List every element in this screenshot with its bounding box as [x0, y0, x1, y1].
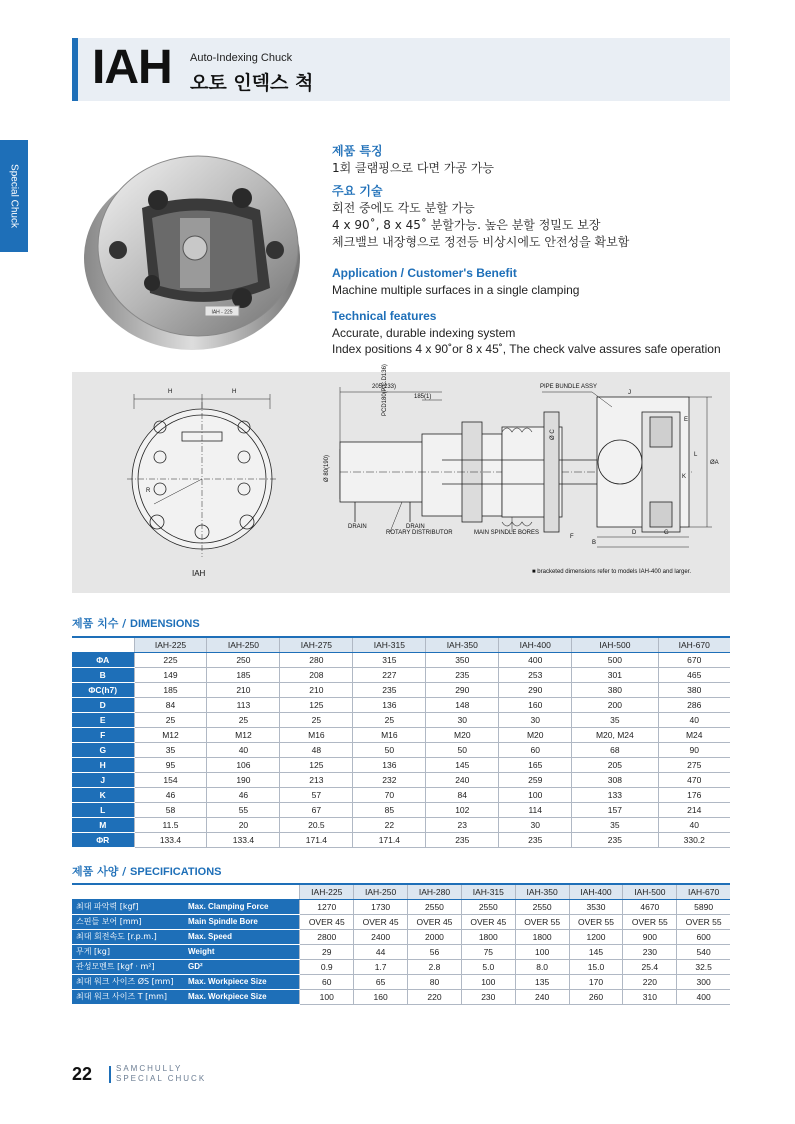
table-cell: 380 [658, 682, 730, 697]
table-row [72, 667, 730, 682]
benefit-text-en: Machine multiple surfaces in a single clamping [332, 283, 580, 297]
table-cell: 136 [353, 757, 426, 772]
table-cell: 235 [426, 832, 499, 847]
label-main-spindle-bores: MAIN SPINDLE BORES [474, 530, 540, 536]
table-cell: OVER 45 [300, 914, 354, 929]
table-cell: 57 [280, 787, 353, 802]
table-cell: 220 [408, 989, 462, 1004]
table-cell: 300 [677, 974, 730, 989]
table-cell: 1800 [461, 929, 515, 944]
table-row [72, 697, 730, 712]
spec-label-en: Main Spindle Bore [184, 914, 300, 929]
table-cell: 170 [569, 974, 623, 989]
table-cell: 46 [134, 787, 207, 802]
table-cell: 0.9 [300, 959, 354, 974]
column-header: IAH-670 [658, 637, 730, 652]
column-header: IAH-315 [461, 884, 515, 899]
footer-divider [109, 1066, 111, 1083]
table-cell: 15.0 [569, 959, 623, 974]
dimensions-title-ko: 제품 치수 / [72, 617, 131, 630]
footer-brand [116, 1064, 206, 1084]
spec-label-ko: 최대 워크 사이즈 ØS [mm] [72, 974, 184, 989]
column-header: IAH-400 [569, 884, 623, 899]
table-cell: 160 [499, 697, 572, 712]
dim-label-r: R [146, 488, 151, 494]
table-cell: 200 [572, 697, 658, 712]
spec-label-en: Max. Workpiece Size [184, 974, 300, 989]
table-cell: 75 [461, 944, 515, 959]
header-accent-bar [72, 38, 78, 101]
column-header: IAH-275 [280, 637, 353, 652]
feature-text-ko: 1회 클램핑으로 다면 가공 가능 [332, 161, 494, 175]
column-header: IAH-225 [300, 884, 354, 899]
row-header: L [72, 802, 134, 817]
table-cell: M12 [207, 727, 280, 742]
spec-label-ko: 최대 파악력 [kgf] [72, 899, 184, 914]
tech-line-en: Accurate, durable indexing system [332, 326, 516, 340]
table-cell: M16 [280, 727, 353, 742]
table-cell: 154 [134, 772, 207, 787]
table-cell: 208 [280, 667, 353, 682]
table-cell: 350 [426, 652, 499, 667]
table-cell: 540 [677, 944, 730, 959]
side-tab-special-chuck[interactable] [0, 140, 28, 252]
dim-label-e: E [684, 417, 689, 423]
table-cell: M20 [499, 727, 572, 742]
tech-line-en: Index positions 4 x 90˚or 8 x 45˚, The check valve assures safe operation [332, 342, 721, 356]
table-cell: 56 [408, 944, 462, 959]
table-cell: 275 [658, 757, 730, 772]
table-cell: 90 [658, 742, 730, 757]
specifications-header-row [72, 884, 730, 899]
table-cell: 1800 [515, 929, 569, 944]
table-cell: 149 [134, 667, 207, 682]
column-header: IAH-250 [354, 884, 408, 899]
row-header: H [72, 757, 134, 772]
table-cell: 465 [658, 667, 730, 682]
label-pipe-bundle: PIPE BUNDLE ASSY [540, 384, 598, 390]
table-cell: 114 [499, 802, 572, 817]
dim-label-c: Ø C [550, 429, 556, 440]
table-cell: 100 [515, 944, 569, 959]
table-cell: 900 [623, 929, 677, 944]
table-cell: 60 [499, 742, 572, 757]
dim-label-j: J [628, 390, 631, 396]
table-cell: 106 [207, 757, 280, 772]
table-cell: 133.4 [207, 832, 280, 847]
dim-label-pcd: PCD180(P.C.D136) [382, 364, 388, 416]
table-row [72, 727, 730, 742]
table-cell: 30 [499, 712, 572, 727]
table-cell: OVER 55 [623, 914, 677, 929]
feature-heading-ko: 제품 특징 [332, 144, 383, 158]
table-cell: 5.0 [461, 959, 515, 974]
table-cell: 35 [572, 817, 658, 832]
table-cell: OVER 55 [569, 914, 623, 929]
column-header: IAH-670 [677, 884, 730, 899]
table-cell: 2800 [300, 929, 354, 944]
table-cell: 259 [499, 772, 572, 787]
table-cell: 2.8 [408, 959, 462, 974]
row-header: ΦR [72, 832, 134, 847]
table-row [72, 682, 730, 697]
table-cell: 30 [426, 712, 499, 727]
table-cell: 225 [134, 652, 207, 667]
table-cell: 214 [658, 802, 730, 817]
table-cell: 176 [658, 787, 730, 802]
row-header: B [72, 667, 134, 682]
table-cell: 171.4 [280, 832, 353, 847]
table-cell: 65 [354, 974, 408, 989]
column-header: IAH-500 [623, 884, 677, 899]
side-tab-label: Special Chuck [8, 164, 20, 228]
table-cell: 301 [572, 667, 658, 682]
dim-label-b: B [592, 540, 597, 546]
row-header: K [72, 787, 134, 802]
table-cell: 315 [353, 652, 426, 667]
table-cell: 50 [353, 742, 426, 757]
brand-line1: SAMCHULLY [116, 1064, 183, 1073]
table-cell: 25.4 [623, 959, 677, 974]
tech-line-ko: 회전 중에도 각도 분할 가능 [332, 201, 475, 215]
row-header: ΦA [72, 652, 134, 667]
row-header: D [72, 697, 134, 712]
table-cell: 400 [499, 652, 572, 667]
table-row [72, 772, 730, 787]
spec-label-en: Max. Speed [184, 929, 300, 944]
table-cell: 102 [426, 802, 499, 817]
table-cell: 60 [300, 974, 354, 989]
table-cell: 290 [426, 682, 499, 697]
column-header: IAH-350 [515, 884, 569, 899]
table-cell: 32.5 [677, 959, 730, 974]
table-cell: 1.7 [354, 959, 408, 974]
table-cell: M12 [134, 727, 207, 742]
column-header: IAH-315 [353, 637, 426, 652]
table-cell: OVER 45 [408, 914, 462, 929]
spec-label-ko: 스핀들 보어 [mm] [72, 914, 184, 929]
table-cell: 230 [461, 989, 515, 1004]
column-header: IAH-280 [408, 884, 462, 899]
spec-label-ko: 무게 [kg] [72, 944, 184, 959]
table-cell: 330.2 [658, 832, 730, 847]
table-cell: 25 [280, 712, 353, 727]
table-cell: 100 [300, 989, 354, 1004]
dim-label-205: 205(233) [372, 384, 397, 390]
table-cell: 3530 [569, 899, 623, 914]
dimensions-header-row [72, 637, 730, 652]
table-cell: M24 [658, 727, 730, 742]
table-cell: 85 [353, 802, 426, 817]
table-cell: 133.4 [134, 832, 207, 847]
specifications-title-ko: 제품 사양 / [72, 865, 131, 878]
table-cell: 310 [623, 989, 677, 1004]
table-cell: 148 [426, 697, 499, 712]
table-cell: 40 [207, 742, 280, 757]
label-rotary-distributor: ROTARY DISTRIBUTOR [386, 530, 453, 536]
dimensions-title-en: DIMENSIONS [130, 618, 200, 630]
table-row [72, 944, 730, 959]
spec-label-ko: 최대 워크 사이즈 T [mm] [72, 989, 184, 1004]
table-cell: 95 [134, 757, 207, 772]
table-cell: 260 [569, 989, 623, 1004]
table-cell: 20.5 [280, 817, 353, 832]
label-drain: DRAIN [348, 524, 367, 530]
table-cell: 22 [353, 817, 426, 832]
table-cell: 165 [499, 757, 572, 772]
column-header: IAH-400 [499, 637, 572, 652]
table-cell: 5890 [677, 899, 730, 914]
table-cell: 35 [572, 712, 658, 727]
table-cell: 2550 [461, 899, 515, 914]
dim-label-h: H [168, 389, 173, 395]
table-cell: OVER 55 [677, 914, 730, 929]
spec-label-en: Max. Clamping Force [184, 899, 300, 914]
table-cell: 253 [499, 667, 572, 682]
table-cell: OVER 55 [515, 914, 569, 929]
table-row [72, 742, 730, 757]
table-cell: OVER 45 [461, 914, 515, 929]
table-cell: 68 [572, 742, 658, 757]
column-header: IAH-500 [572, 637, 658, 652]
table-row [72, 974, 730, 989]
drawing-caption: IAH [192, 569, 206, 578]
table-cell: 1270 [300, 899, 354, 914]
table-cell: 220 [623, 974, 677, 989]
row-header: E [72, 712, 134, 727]
table-cell: 500 [572, 652, 658, 667]
table-cell: 286 [658, 697, 730, 712]
column-header: IAH-225 [134, 637, 207, 652]
specifications-title-en: SPECIFICATIONS [130, 866, 222, 878]
table-cell: 145 [426, 757, 499, 772]
table-cell: 50 [426, 742, 499, 757]
table-cell: 11.5 [134, 817, 207, 832]
table-cell: 280 [280, 652, 353, 667]
table-cell: 35 [134, 742, 207, 757]
table-cell: 185 [134, 682, 207, 697]
chuck-photo [80, 138, 305, 353]
table-cell: 136 [353, 697, 426, 712]
specifications-table [72, 883, 730, 1005]
table-row [72, 712, 730, 727]
dim-label-d: D [632, 530, 637, 536]
row-header: M [72, 817, 134, 832]
table-corner [72, 884, 300, 899]
product-code: IAH [92, 41, 172, 94]
table-cell: 40 [658, 817, 730, 832]
chuck-nameplate: IAH - 225 [211, 309, 233, 316]
table-row [72, 989, 730, 1004]
column-header: IAH-350 [426, 637, 499, 652]
table-cell: 58 [134, 802, 207, 817]
table-cell: 235 [353, 682, 426, 697]
page-number: 22 [72, 1064, 93, 1084]
table-cell: 55 [207, 802, 280, 817]
spec-label-en: GD² [184, 959, 300, 974]
table-row [72, 787, 730, 802]
table-cell: 232 [353, 772, 426, 787]
drawing-note: ■ bracketed dimensions refer to models IAH-400 and larger. [532, 569, 692, 575]
table-cell: 100 [461, 974, 515, 989]
table-cell: 135 [515, 974, 569, 989]
column-header: IAH-250 [207, 637, 280, 652]
product-title-en: Auto-Indexing Chuck [190, 52, 293, 64]
technical-drawing [72, 364, 730, 593]
table-cell: 227 [353, 667, 426, 682]
tech-line-ko: 4 x 90˚, 8 x 45˚ 분할가능. 높은 분할 정밀도 보장 [332, 218, 601, 232]
table-cell: 145 [569, 944, 623, 959]
table-cell: 40 [658, 712, 730, 727]
row-header: ΦC(h7) [72, 682, 134, 697]
specifications-title [72, 863, 222, 879]
page-header [72, 38, 730, 101]
table-cell: 157 [572, 802, 658, 817]
dimensions-title [72, 615, 200, 631]
dim-label-f: F [570, 534, 574, 540]
table-row [72, 757, 730, 772]
dim-label-l: L [694, 452, 698, 458]
table-cell: 125 [280, 697, 353, 712]
spec-label-en: Weight [184, 944, 300, 959]
table-row [72, 817, 730, 832]
table-cell: 113 [207, 697, 280, 712]
dim-label-g: G [664, 530, 669, 536]
table-row [72, 899, 730, 914]
row-header: F [72, 727, 134, 742]
table-cell: 240 [515, 989, 569, 1004]
table-cell: 46 [207, 787, 280, 802]
table-cell: 210 [207, 682, 280, 697]
table-cell: 133 [572, 787, 658, 802]
benefit-heading-en: Application / Customer's Benefit [332, 266, 517, 280]
table-cell: 2400 [354, 929, 408, 944]
table-cell: 30 [499, 817, 572, 832]
table-cell: 100 [499, 787, 572, 802]
table-cell: 25 [207, 712, 280, 727]
table-cell: 8.0 [515, 959, 569, 974]
table-cell: 1730 [354, 899, 408, 914]
table-row [72, 832, 730, 847]
spec-label-ko: 관성모멘트 [kgf · m²] [72, 959, 184, 974]
table-cell: 84 [426, 787, 499, 802]
table-cell: 80 [408, 974, 462, 989]
table-cell: 1200 [569, 929, 623, 944]
table-cell: 4670 [623, 899, 677, 914]
chuck-photo-icon [80, 138, 305, 353]
table-cell: 23 [426, 817, 499, 832]
tech-line-ko: 체크밸브 내장형으로 정전등 비상시에도 안전성을 확보함 [332, 235, 630, 249]
table-cell: 25 [134, 712, 207, 727]
label-drain: DRAIN [406, 524, 425, 530]
table-corner [72, 637, 134, 652]
table-cell: 205 [572, 757, 658, 772]
table-cell: 125 [280, 757, 353, 772]
table-cell: 380 [572, 682, 658, 697]
table-cell: 213 [280, 772, 353, 787]
table-cell: 190 [207, 772, 280, 787]
table-cell: 240 [426, 772, 499, 787]
dim-label-k: K [682, 474, 687, 480]
row-header: J [72, 772, 134, 787]
table-cell: 470 [658, 772, 730, 787]
table-cell: M20 [426, 727, 499, 742]
table-row [72, 929, 730, 944]
table-cell: 235 [426, 667, 499, 682]
table-cell: 400 [677, 989, 730, 1004]
table-row [72, 914, 730, 929]
product-title-ko: 오토 인덱스 척 [190, 72, 314, 94]
dim-label-185: 185(1) [414, 394, 432, 400]
table-cell: 44 [354, 944, 408, 959]
table-cell: 290 [499, 682, 572, 697]
dim-label-80: Ø 80(190) [324, 454, 330, 482]
table-cell: 25 [353, 712, 426, 727]
row-header: G [72, 742, 134, 757]
table-cell: 230 [623, 944, 677, 959]
table-cell: 2550 [515, 899, 569, 914]
table-cell: 210 [280, 682, 353, 697]
table-cell: 600 [677, 929, 730, 944]
table-cell: 160 [354, 989, 408, 1004]
table-cell: M20, M24 [572, 727, 658, 742]
table-cell: 48 [280, 742, 353, 757]
table-row [72, 652, 730, 667]
dimensions-table [72, 636, 730, 848]
table-cell: 20 [207, 817, 280, 832]
brand-line2: SPECIAL CHUCK [116, 1074, 207, 1083]
table-row [72, 959, 730, 974]
table-cell: 185 [207, 667, 280, 682]
table-cell: 308 [572, 772, 658, 787]
table-cell: 670 [658, 652, 730, 667]
feature-block [332, 143, 732, 357]
tech-heading-en: Technical features [332, 309, 437, 323]
table-row [72, 802, 730, 817]
table-cell: 70 [353, 787, 426, 802]
table-cell: OVER 45 [354, 914, 408, 929]
spec-label-ko: 최대 회전속도 [r.p.m.] [72, 929, 184, 944]
table-cell: M16 [353, 727, 426, 742]
dim-label-h: H [232, 389, 237, 395]
table-cell: 171.4 [353, 832, 426, 847]
table-cell: 2000 [408, 929, 462, 944]
table-cell: 29 [300, 944, 354, 959]
table-cell: 250 [207, 652, 280, 667]
table-cell: 67 [280, 802, 353, 817]
spec-label-en: Max. Workpiece Size [184, 989, 300, 1004]
tech-heading-ko: 주요 기술 [332, 184, 383, 198]
table-cell: 84 [134, 697, 207, 712]
drawing-svg [72, 372, 730, 593]
dim-label-a: ØA [710, 460, 719, 466]
table-cell: 235 [572, 832, 658, 847]
table-cell: 235 [499, 832, 572, 847]
table-cell: 2550 [408, 899, 462, 914]
